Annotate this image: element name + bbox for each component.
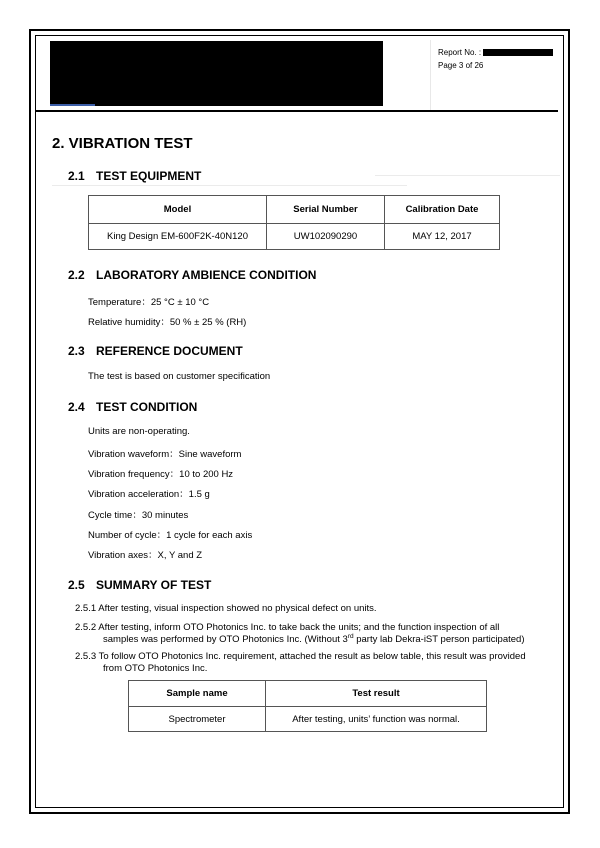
cell-result: After testing, units’ function was normal. — [266, 707, 487, 732]
condition-line: Units are non-operating. — [88, 426, 190, 437]
heading-text: TEST EQUIPMENT — [96, 169, 202, 183]
condition-line: Vibration axes：X, Y and Z — [88, 550, 203, 561]
heading-number: 2.5 — [68, 578, 85, 592]
table-row — [89, 224, 500, 250]
heading-text: SUMMARY OF TEST — [96, 578, 212, 592]
equipment-table — [88, 195, 500, 250]
summary-item — [75, 651, 526, 675]
header-rule — [35, 110, 558, 112]
heading-text: REFERENCE DOCUMENT — [96, 344, 243, 358]
table-header-row — [129, 681, 487, 707]
heading-test-condition — [68, 400, 197, 414]
summary-item-continuation — [75, 634, 525, 646]
report-number-line — [438, 46, 553, 59]
col-header-result: Test result — [266, 681, 487, 707]
heading-test-equipment — [68, 169, 201, 183]
cell-serial: UW102090290 — [267, 224, 385, 250]
continuation-text: party lab Dekra-iST person participated) — [353, 634, 525, 645]
summary-item — [75, 622, 525, 646]
condition-line: Cycle time：30 minutes — [88, 510, 189, 521]
heading-number: 2.3 — [68, 344, 85, 358]
condition-line: Vibration frequency：10 to 200 Hz — [88, 469, 234, 480]
cell-calibration: MAY 12, 2017 — [385, 224, 500, 250]
heading-reference-document — [68, 344, 243, 358]
ordinal-suffix: rd — [347, 632, 354, 640]
header-divider — [430, 40, 431, 110]
heading-text: TEST CONDITION — [96, 400, 198, 414]
col-header-sample: Sample name — [129, 681, 266, 707]
summary-item — [75, 603, 377, 615]
table-row — [129, 707, 487, 732]
heading-number: 2.2 — [68, 268, 85, 282]
heading-summary — [68, 578, 211, 592]
faint-rule — [375, 175, 560, 176]
section-title: 2. VIBRATION TEST — [52, 135, 193, 152]
cell-model: King Design EM-600F2K-40N120 — [89, 224, 267, 250]
condition-line: Vibration waveform：Sine waveform — [88, 449, 242, 460]
heading-number: 2.4 — [68, 400, 85, 414]
heading-lab-ambience — [68, 268, 316, 282]
summary-item-text: 2.5.1 After testing, visual inspection showed no physical defect on units. — [75, 603, 377, 614]
page-number: Page 3 of 26 — [438, 61, 484, 70]
report-info — [438, 46, 553, 72]
continuation-text: samples was performed by OTO Photonics Inc. (Without 3 — [103, 634, 348, 645]
condition-line: Number of cycle：1 cycle for each axis — [88, 530, 253, 541]
humidity-line: Relative humidity：50 % ± 25 % (RH) — [88, 317, 247, 328]
summary-item-continuation: from OTO Photonics Inc. — [103, 663, 208, 674]
summary-item-text: 2.5.2 After testing, inform OTO Photonics Inc. to take back the units; and the function inspection of all — [75, 622, 500, 633]
col-header-model: Model — [89, 196, 267, 224]
redacted-report-number — [483, 49, 553, 56]
summary-item-text: 2.5.3 To follow OTO Photonics Inc. requirement, attached the result as below table, this result was provided — [75, 651, 526, 662]
table-header-row — [89, 196, 500, 224]
reference-line: The test is based on customer specification — [88, 371, 271, 382]
redacted-logo-block — [50, 41, 383, 106]
cell-sample: Spectrometer — [129, 707, 266, 732]
condition-line: Vibration acceleration：1.5 g — [88, 489, 210, 500]
logo-underline-mark — [50, 104, 95, 106]
result-table — [128, 680, 487, 732]
col-header-calibration: Calibration Date — [385, 196, 500, 224]
faint-rule — [52, 185, 407, 186]
heading-number: 2.1 — [68, 169, 85, 183]
report-number-label: Report No. : — [438, 48, 482, 57]
col-header-serial: Serial Number — [267, 196, 385, 224]
heading-text: LABORATORY AMBIENCE CONDITION — [96, 268, 317, 282]
temperature-line: Temperature：25 °C ± 10 °C — [88, 297, 210, 308]
